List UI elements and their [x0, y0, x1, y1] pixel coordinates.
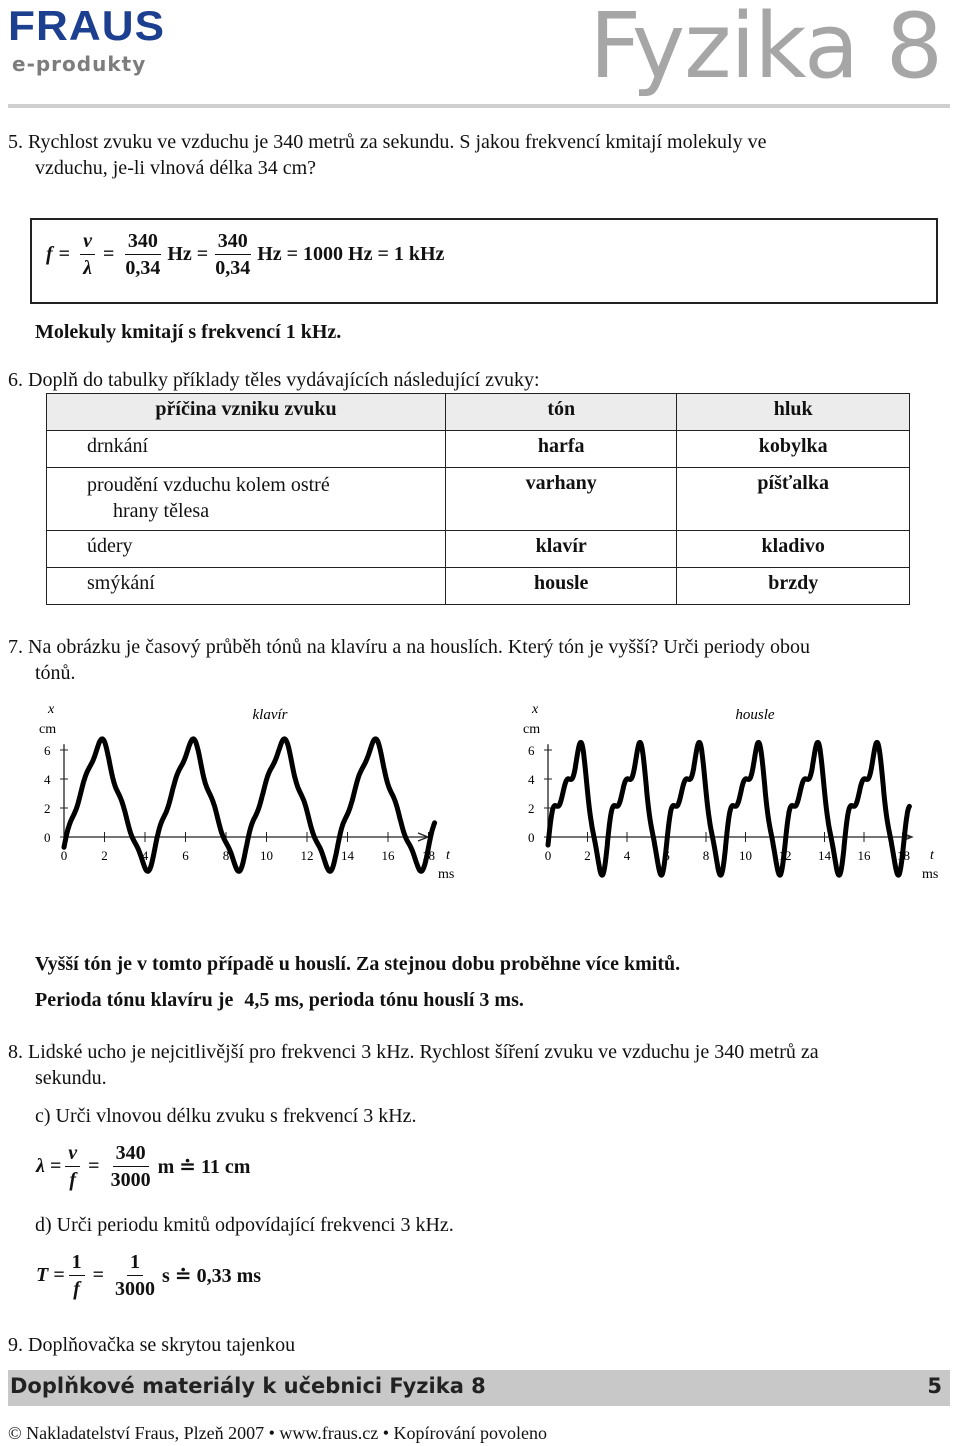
page-number: 5 — [927, 1374, 942, 1398]
y-tick-label: 2 — [528, 801, 535, 816]
formula-result: m ≐ 11 cm — [157, 1156, 251, 1178]
q7-answer1: Vyšší tón je v tomto případě u houslí. Za stejnou dobu proběhne více kmitů. — [35, 953, 681, 975]
y-tick-label: 0 — [528, 830, 535, 845]
table-cell: údery — [47, 531, 446, 568]
fraction-v-f — [65, 1140, 80, 1193]
q9-text: 9. Doplňovačka se skrytou tajenkou — [8, 1334, 296, 1356]
q5-text-line2: vzduchu, je-li vlnová délka 34 cm? — [35, 157, 317, 179]
formula-eq: = — [58, 243, 71, 265]
formula-lhs: λ = — [36, 1155, 62, 1177]
frac-den: 0,34 — [125, 257, 161, 279]
fraction-1-f — [69, 1249, 85, 1302]
table-cell: varhany — [446, 468, 677, 531]
frac-num: v — [80, 228, 95, 255]
frac-den: f — [73, 1278, 80, 1300]
page-title: Fyzika 8 — [589, 0, 942, 99]
chart-title: housle — [735, 707, 775, 723]
q7-answer2-b: , perioda tónu houslí 3 ms. — [298, 989, 524, 1011]
q8-c-formula: λ = $\frac{v}{f}$ = $\frac{340}{3000}$ m ≐ 11 cm — [36, 1142, 251, 1191]
frac-den: f — [69, 1169, 77, 1191]
sound-table — [46, 393, 910, 605]
table-row — [47, 531, 910, 568]
y-axis-var: x — [48, 702, 55, 717]
q6-text: 6. Doplň do tabulky příklady těles vydávajících následující zvuky: — [8, 369, 540, 391]
q8-d-text: d) Urči periodu kmitů odpovídající frekvenci 3 kHz. — [35, 1214, 454, 1236]
q7-answer2 — [35, 987, 524, 1013]
publisher-logo: FRAUS — [8, 2, 166, 49]
frac-den: λ — [83, 257, 92, 279]
x-tick-label: 12 — [300, 848, 314, 863]
formula-result: Hz = 1000 Hz = 1 kHz — [257, 243, 445, 265]
frac-num: 340 — [125, 228, 161, 255]
y-tick-label: 6 — [44, 743, 51, 758]
x-tick-label: 4 — [141, 848, 149, 863]
x-tick-label: 2 — [101, 848, 108, 863]
cell-line: proudění vzduchu kolem ostré — [87, 474, 330, 496]
x-tick-label: 6 — [182, 848, 189, 863]
table-header: příčina vzniku zvuku — [47, 394, 446, 431]
waveform-charts — [0, 695, 960, 935]
x-tick-label: 14 — [818, 848, 831, 863]
y-axis-unit: cm — [39, 722, 57, 737]
formula-lhs: T = — [36, 1264, 65, 1286]
y-tick-label: 4 — [44, 772, 51, 787]
formula-f: f — [46, 243, 53, 265]
waveform-line — [64, 739, 435, 871]
q5-answer: Molekuly kmitají s frekvencí 1 kHz. — [35, 321, 342, 343]
fraction-340-034 — [122, 228, 163, 281]
frac-num: v — [65, 1140, 80, 1167]
formula-eq2: = — [102, 243, 115, 265]
table-header-row — [47, 394, 910, 431]
table-cell — [47, 468, 446, 531]
x-tick-label: 0 — [544, 848, 552, 863]
x-tick-label: 2 — [584, 848, 591, 863]
formula-result: s ≐ 0,33 ms — [162, 1265, 262, 1287]
header-divider — [8, 104, 950, 108]
q8-d-formula: T = $\frac{1}{f}$ = $\frac{1}{3000}$ s ≐ 0,33 ms — [36, 1251, 262, 1300]
x-tick-label: 12 — [778, 848, 792, 863]
table-cell: kobylka — [677, 431, 910, 468]
y-axis-unit: cm — [523, 722, 541, 737]
chart-violin — [523, 702, 938, 882]
frac-den: 0,34 — [215, 257, 251, 279]
table-row — [47, 568, 910, 605]
q5-text-line1: 5. Rychlost zvuku ve vzduchu je 340 metrů za sekundu. S jakou frekvencí kmitají molekuly ve — [8, 131, 767, 153]
q7-text-line2: tónů. — [35, 662, 76, 684]
table-row — [47, 431, 910, 468]
frac-num: 1 — [127, 1249, 143, 1276]
x-tick-label: 6 — [663, 848, 670, 863]
q8-text-line2: sekundu. — [35, 1067, 107, 1089]
y-tick-label: 2 — [44, 801, 51, 816]
q7-answer2-val: 4,5 ms — [244, 989, 299, 1011]
q5-formula — [46, 228, 444, 281]
q8-c-text: c) Urči vlnovou délku zvuku s frekvencí 3 kHz. — [35, 1105, 417, 1127]
fraction-340-034-b — [212, 228, 253, 281]
frac-num: 340 — [113, 1140, 149, 1167]
chart-title: klavír — [252, 707, 288, 723]
table-header: tón — [446, 394, 677, 431]
table-row — [47, 468, 910, 531]
frac-den: 3000 — [110, 1169, 151, 1191]
x-tick-label: 18 — [897, 848, 910, 863]
table-header: hluk — [677, 394, 910, 431]
x-tick-label: 18 — [422, 848, 435, 863]
fraction-1-3000 — [112, 1249, 158, 1302]
y-tick-label: 0 — [44, 830, 51, 845]
table-cell: brzdy — [677, 568, 910, 605]
q7-text-line1: 7. Na obrázku je časový průběh tónů na klavíru a na houslích. Který tón je vyšší? Urči periody obou — [8, 636, 811, 658]
x-axis-var: t — [930, 848, 934, 863]
x-tick-label: 14 — [341, 848, 354, 863]
table-cell: housle — [446, 568, 677, 605]
q8-text-line1: 8. Lidské ucho je nejcitlivější pro frekvenci 3 kHz. Rychlost šíření zvuku ve vzduchu je 340 metrů za — [8, 1041, 819, 1063]
y-tick-label: 4 — [528, 772, 535, 787]
chart-piano — [39, 702, 454, 882]
x-tick-label: 16 — [381, 848, 395, 863]
x-axis-unit: ms — [922, 867, 939, 882]
x-tick-label: 8 — [222, 848, 230, 863]
frac-num: 1 — [69, 1249, 85, 1276]
x-tick-label: 4 — [623, 848, 631, 863]
y-tick-label: 6 — [528, 743, 535, 758]
table-cell: drnkání — [47, 431, 446, 468]
waveform-line — [548, 742, 909, 875]
table-cell: píšťalka — [677, 468, 910, 531]
formula-unit: Hz = — [167, 243, 209, 265]
q7-answer2-a: Perioda tónu klavíru je — [35, 989, 234, 1011]
x-tick-label: 16 — [857, 848, 871, 863]
copyright: © Nakladatelství Fraus, Plzeň 2007 • www.fraus.cz • Kopírování povoleno — [8, 1423, 547, 1443]
table-cell: smýkání — [47, 568, 446, 605]
x-tick-label: 10 — [260, 848, 273, 863]
publisher-logo-sub: e-produkty — [12, 52, 147, 76]
x-tick-label: 10 — [739, 848, 752, 863]
x-tick-label: 8 — [702, 848, 710, 863]
fraction-340-3000 — [108, 1140, 154, 1193]
table-cell: klavír — [446, 531, 677, 568]
frac-den: 3000 — [115, 1278, 156, 1300]
x-tick-label: 0 — [60, 848, 68, 863]
fraction-v-lambda — [80, 228, 95, 281]
x-axis-unit: ms — [438, 867, 455, 882]
y-axis-var: x — [532, 702, 539, 717]
table-cell: harfa — [446, 431, 677, 468]
cell-line: hrany tělesa — [113, 500, 210, 522]
frac-num: 340 — [215, 228, 251, 255]
x-axis-var: t — [446, 848, 450, 863]
table-cell: kladivo — [677, 531, 910, 568]
footer-title: Doplňkové materiály k učebnici Fyzika 8 — [10, 1374, 486, 1398]
